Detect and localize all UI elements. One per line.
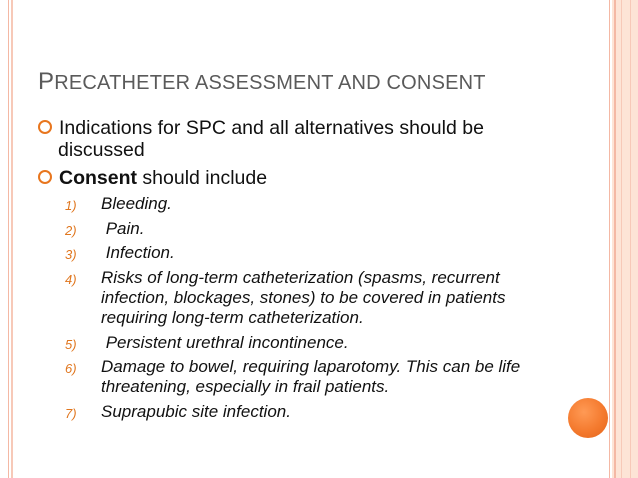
orange-circle-decoration (568, 398, 608, 438)
item-text: Pain. (101, 219, 145, 238)
numbered-item (65, 219, 555, 239)
item-number: 5) (65, 337, 77, 352)
right-decor-rule (630, 0, 631, 478)
numbered-item (65, 333, 555, 353)
item-number: 4) (65, 272, 77, 287)
item-text: Infection. (101, 243, 175, 262)
bullet-text-line1: Indications for SPC and all alternatives should be (59, 117, 484, 139)
bullet-item (38, 117, 558, 161)
circle-bullet-icon (38, 170, 52, 184)
bullet-item (38, 167, 558, 189)
right-decor-rule (614, 0, 616, 478)
item-text: Suprapubic site infection. (101, 402, 291, 421)
item-number: 3) (65, 247, 77, 262)
numbered-item (65, 402, 555, 422)
right-decor-rule (609, 0, 610, 478)
bullet-bold-text: Consent (59, 167, 137, 189)
right-decor-rule (621, 0, 622, 478)
numbered-item (65, 268, 555, 328)
circle-bullet-icon (38, 120, 52, 134)
left-decor-rule (11, 0, 13, 478)
numbered-item (65, 357, 555, 397)
item-text: Risks of long-term catheterization (spasms, recurrent infection, blockages, stones) to be covered in patients requiring long-term catheterization. (101, 268, 506, 327)
item-number: 6) (65, 361, 77, 376)
item-text: Persistent urethral incontinence. (101, 333, 349, 352)
bullet-text-line2: discussed (58, 139, 145, 161)
title-first-letter: P (38, 68, 55, 95)
bullet-text: should include (137, 167, 268, 189)
item-text: Damage to bowel, requiring laparotomy. This can be life threatening, especially in frail patients. (101, 357, 521, 396)
item-number: 2) (65, 223, 77, 238)
numbered-item (65, 243, 555, 263)
slide-title (38, 68, 486, 96)
left-decor-rule (8, 0, 9, 478)
title-rest: RECATHETER ASSESSMENT AND CONSENT (54, 72, 486, 94)
item-number: 1) (65, 198, 77, 213)
numbered-item (65, 194, 555, 214)
item-number: 7) (65, 406, 77, 421)
item-text: Bleeding. (101, 194, 172, 213)
